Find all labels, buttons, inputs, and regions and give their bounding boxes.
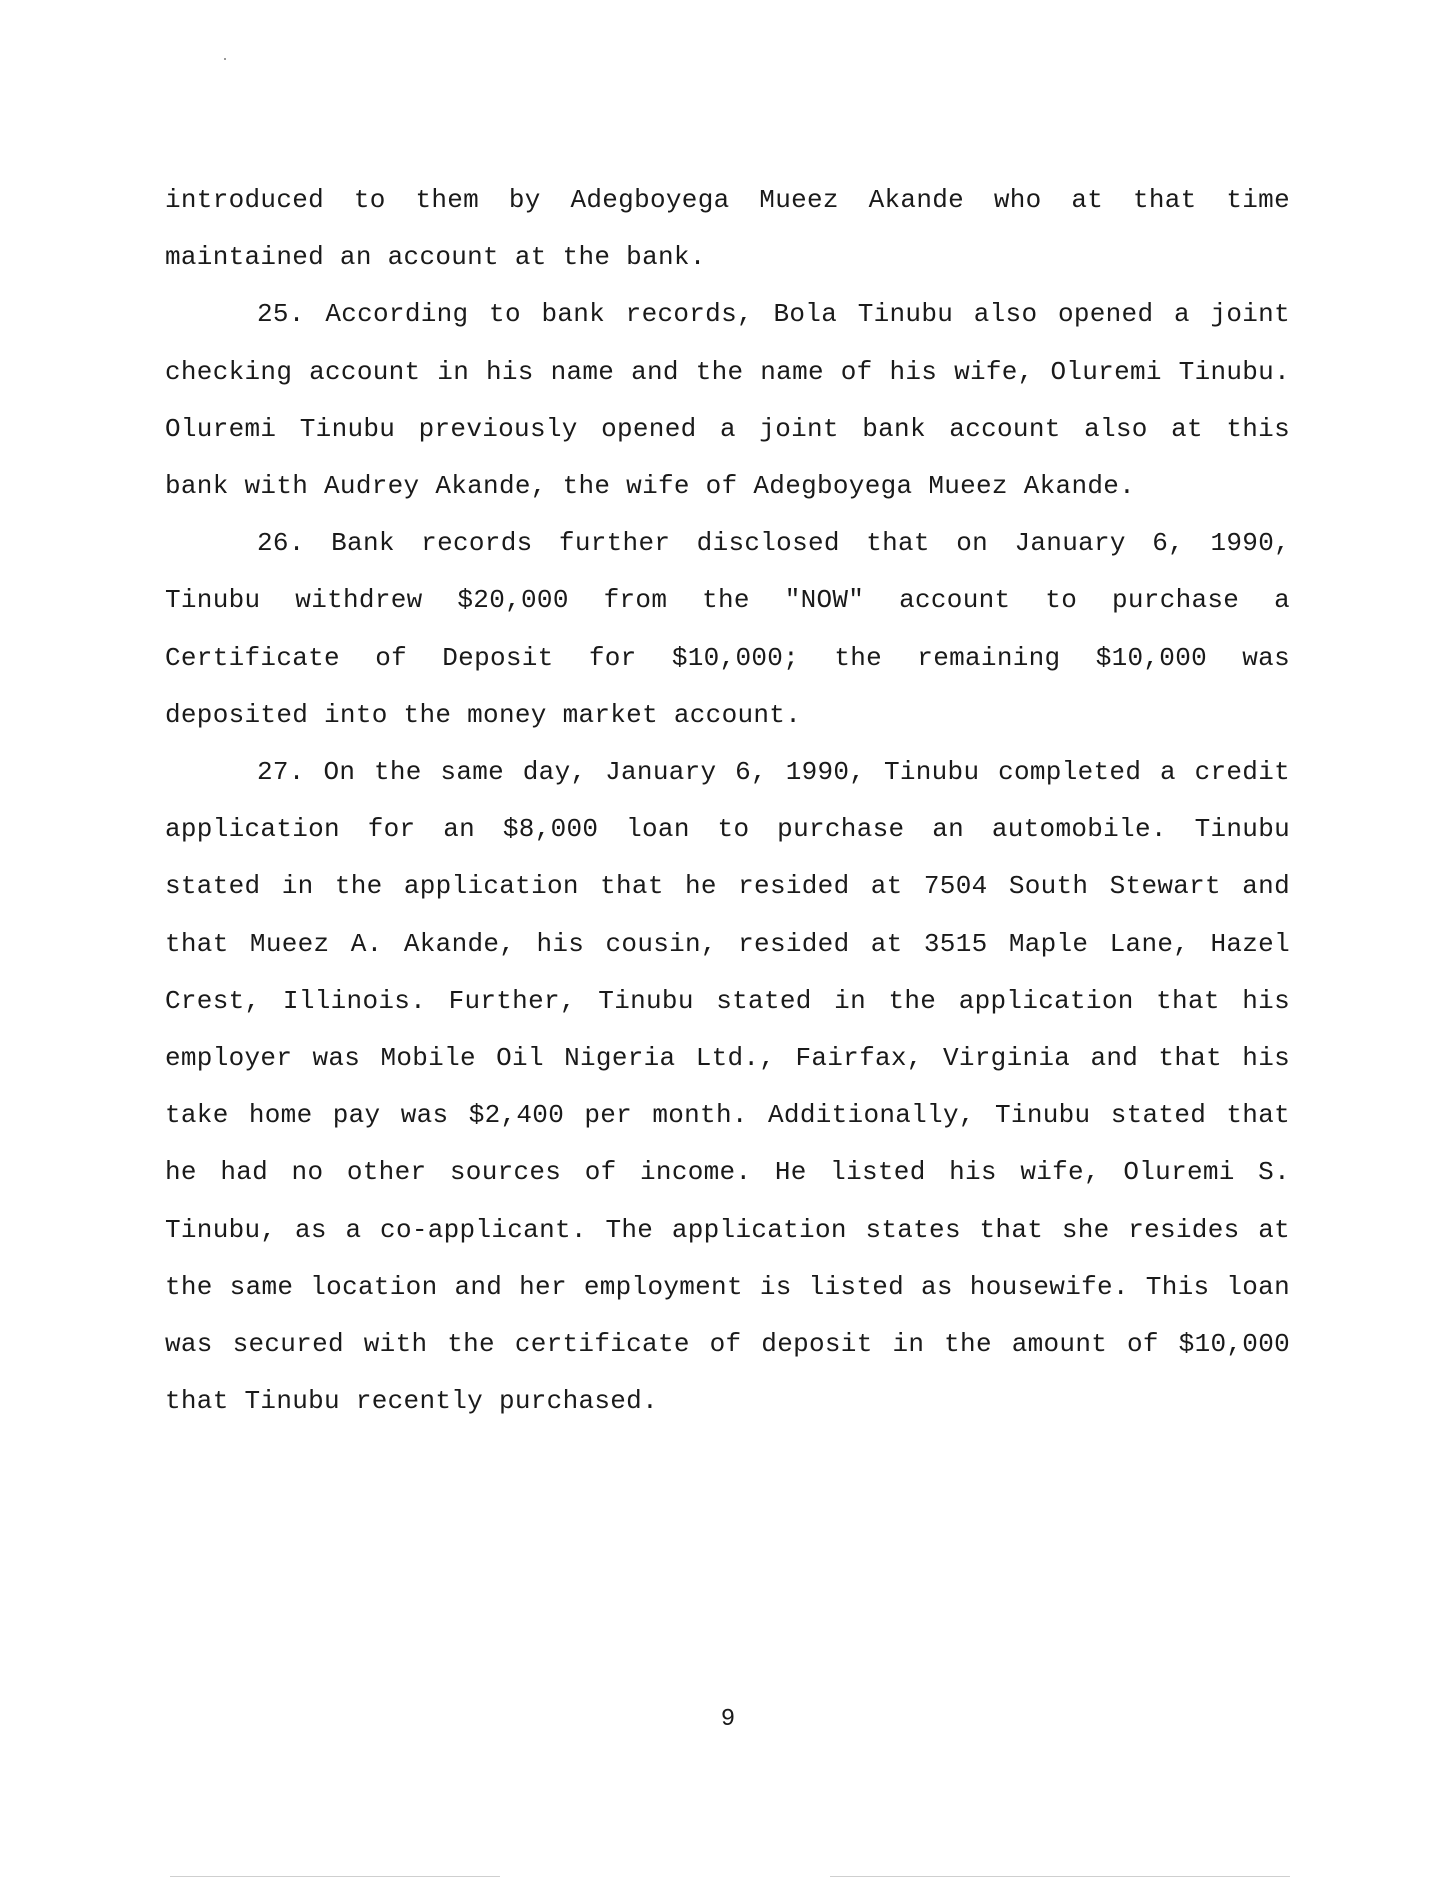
paragraph-25: 25. According to bank records, Bola Tinubu also opened a joint checking account in his name and the name of his wife, Oluremi Tinubu. Oluremi Tinubu previously opened a joint bank account also at this bank with Audrey Akande, the wife of Adegboyega Mueez Akande.: [165, 299, 1290, 502]
paragraph-27: 27. On the same day, January 6, 1990, Tinubu completed a credit application for an $8,000 loan to purchase an automobile. Tinubu stated in the application that he resided at 7504 South Stewart and that Mueez A. Akande, his cousin, resided at 3515 Maple Lane, Hazel Crest, Illinois. Further, Tinubu stated in the application that his employer was Mobile Oil Nigeria Ltd., Fairfax, Virginia and that his take home pay was $2,400 per month. Additionally, Tinubu stated that he had no other sources of income. He listed his wife, Oluremi S. Tinubu, as a co-applicant. The application states that she resides at the same location and her employment is listed as housewife. This loan was secured with the certificate of deposit in the amount of $10,000 that Tinubu recently purchased.: [165, 757, 1290, 1417]
paragraph-continuation: introduced to them by Adegboyega Mueez Akande who at that time maintained an account at the bank.: [165, 185, 1290, 273]
bottom-scan-line: [170, 1876, 500, 1877]
page-number: 9: [720, 1706, 736, 1733]
paragraph-26: 26. Bank records further disclosed that on January 6, 1990, Tinubu withdrew $20,000 from the "NOW" account to purchase a Certificate of Deposit for $10,000; the remaining $10,000 was deposited into the money market account.: [165, 528, 1290, 730]
document-body: [165, 172, 1290, 1430]
scan-speck: [224, 58, 226, 60]
bottom-scan-line: [830, 1876, 1290, 1877]
